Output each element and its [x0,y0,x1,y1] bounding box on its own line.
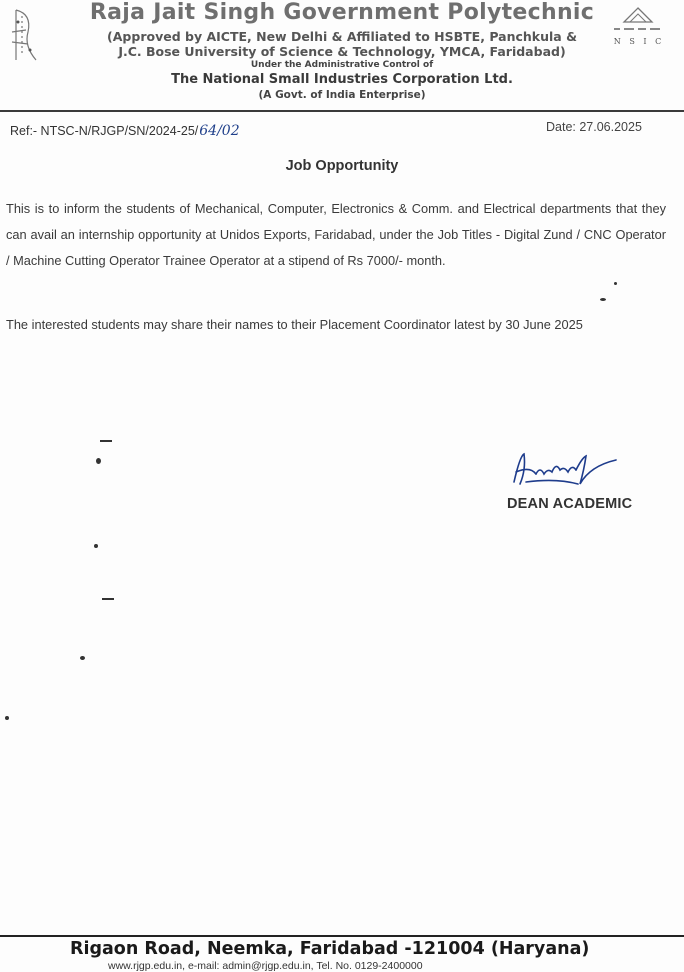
corporation-note: (A Govt. of India Enterprise) [258,89,426,101]
approval-line-2: J.C. Bose University of Science & Technology, YMCA, Faridabad) [118,44,566,59]
scan-speck [102,598,114,600]
scan-speck [614,282,617,285]
footer-divider [0,935,684,937]
scan-speck [94,544,98,548]
nsic-logo-caption: N S I C [613,37,665,46]
scan-speck [600,298,606,301]
header-divider [0,110,684,112]
scan-speck [96,458,101,464]
signatory-designation: DEAN ACADEMIC [507,496,633,512]
scan-speck [80,656,85,660]
letter-date: Date: 27.06.2025 [546,120,642,134]
reference-printed: Ref:- NTSC-N/RJGP/SN/2024-25/ [10,124,199,138]
admin-control-line: Under the Administrative Control of [250,60,434,70]
footer-address: Rigaon Road, Neemka, Faridabad -121004 (Haryana) [70,939,590,959]
corporation-name: The National Small Industries Corporation Ltd. [171,72,513,87]
approval-line-1: (Approved by AICTE, New Delhi & Affiliated to HSBTE, Panchkula & [107,29,577,44]
reference-handwritten: 64/02 [199,123,240,139]
reference-number [10,123,240,139]
footer-contact: www.rjgp.edu.in, e-mail: admin@rjgp.edu.in, Tel. No. 0129-2400000 [108,960,423,972]
notice-paragraph-2: The interested students may share their names to their Placement Coordinator latest by 30 June 2025 [6,317,583,332]
notice-paragraph-1: This is to inform the students of Mechanical, Computer, Electronics & Comm. and Electrical departments that they can avail an internship opportunity at Unidos Exports, Faridabad, under the Job Titles - Digital Zund / CNC Operator / Machine Cutting Operator Trainee Operator at a stipend of Rs 7000/- month. [6,201,666,268]
institute-name: Raja Jait Singh Government Polytechnic [89,0,595,25]
scan-speck [5,716,9,720]
notice-title: Job Opportunity [285,158,399,174]
scan-speck [100,440,112,442]
signature-image [506,448,626,498]
